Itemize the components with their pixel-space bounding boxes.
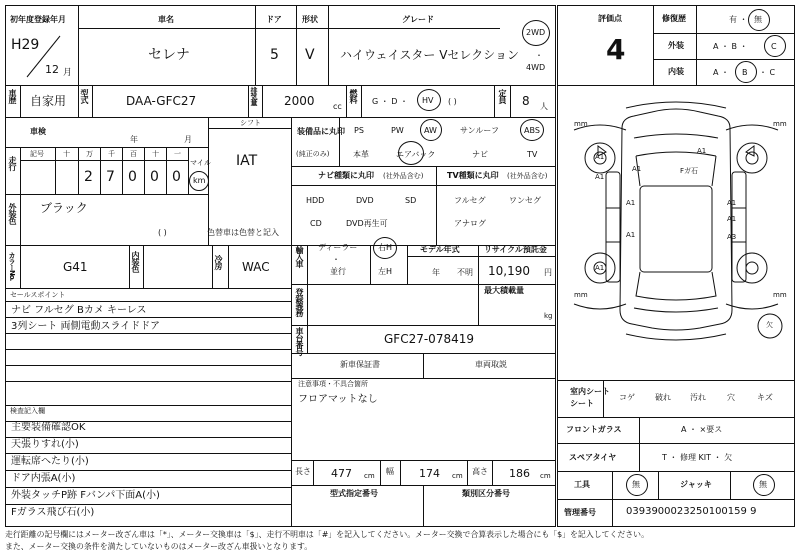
damage-mark: A3 (727, 233, 737, 241)
category-value: 自家用 (30, 94, 67, 108)
row-divider (5, 437, 291, 438)
mileage-label: 走行 (8, 156, 17, 170)
grade-label: グレード (402, 15, 434, 24)
manual-label[interactable]: 車両取説 (475, 360, 507, 369)
spare-tire-value[interactable]: T ・ 修理 KIT ・ 欠 (662, 453, 733, 462)
row-divider (653, 59, 795, 60)
col-divider (494, 85, 495, 117)
model-year-unit: 年 (432, 268, 440, 277)
warranty-label[interactable]: 新車保証書 (340, 360, 380, 369)
col-divider (423, 485, 424, 527)
col-divider (407, 245, 408, 284)
windshield-value[interactable]: A ・ ×要ス (681, 425, 723, 434)
door-label: ドア (266, 15, 282, 24)
unit-ichi: 一 (174, 150, 181, 158)
col-divider (228, 245, 229, 288)
col-divider (510, 85, 511, 117)
nav-dvd[interactable]: DVD (356, 196, 374, 205)
col-divider (400, 460, 401, 485)
recycle-value: 10,190 (488, 264, 530, 278)
unit-man: 万 (86, 150, 93, 158)
grade-value: ハイウェイスター Vセレクション (340, 48, 519, 62)
row-divider (5, 504, 291, 505)
col-divider (291, 460, 292, 527)
seat-hole[interactable]: 穴 (727, 393, 735, 402)
score-label: 評価点 (598, 14, 622, 23)
inspector-line: 運転席へたり(小) (11, 456, 89, 467)
color-no-label: カラーNo. (8, 252, 16, 281)
month-unit: 月 (63, 68, 73, 78)
ac-value: WAC (242, 260, 270, 274)
length-value: 477 (331, 467, 352, 480)
nav-sd[interactable]: SD (405, 196, 417, 205)
col-divider (307, 284, 308, 353)
col-divider (639, 443, 640, 471)
equip-leather[interactable]: 本革 (353, 150, 369, 159)
registration-label: 登録義務 (295, 288, 304, 316)
nav-dvd-play[interactable]: DVD再生可 (346, 219, 388, 228)
col-divider (639, 417, 640, 443)
model-year-unknown: 不明 (457, 268, 473, 277)
jack-value[interactable]: 無 (759, 480, 767, 489)
first-registration-month: 12 (45, 63, 59, 76)
tools-label: 工具 (574, 480, 590, 489)
col-divider (696, 5, 697, 85)
capacity-label: 定員 (498, 89, 507, 103)
col-divider (730, 471, 731, 499)
col-divider (143, 245, 144, 288)
capacity-value: 8 (522, 94, 530, 108)
notes-label: 注意事項・不具合箇所 (298, 380, 368, 388)
drive-dot: ・ (535, 51, 543, 60)
tv-analog[interactable]: アナログ (454, 219, 486, 228)
tv-type-sub: (社外品含む) (507, 172, 548, 180)
col-divider (361, 85, 362, 117)
inspection-label: 車検 (30, 127, 46, 136)
import-right-hand[interactable]: 右H (378, 243, 393, 252)
damage-mark: A1 (626, 199, 636, 207)
row-divider (557, 499, 795, 500)
notes-value: フロアマットなし (298, 394, 378, 405)
damage-mark: A1 (727, 215, 737, 223)
mileage-digit: 0 (150, 169, 159, 185)
equip-pw[interactable]: PW (391, 126, 404, 135)
row-divider (20, 160, 188, 161)
inspector-line: 天張りすれ(小) (11, 439, 79, 450)
score-value: 4 (606, 33, 626, 66)
damage-mark: A1 (595, 153, 605, 161)
equipment-sub: (純正のみ) (296, 150, 330, 158)
row-divider (5, 365, 291, 366)
row-divider (291, 185, 556, 186)
equipment-label: 装備品に丸印 (297, 127, 345, 136)
chassis-value: GFC27-078419 (384, 332, 474, 346)
type-designation-label: 型式指定番号 (330, 489, 378, 498)
col-divider (92, 85, 93, 117)
inspector-line: 外装タッチP跡 Fバンパ下面A(小) (11, 490, 160, 501)
spare-tire-label: スペアタイヤ (569, 453, 617, 462)
repair-no[interactable]: 無 (754, 15, 762, 24)
col-divider (20, 85, 21, 117)
col-divider (339, 117, 340, 166)
col-divider (658, 471, 659, 499)
col-divider (307, 245, 308, 284)
row-divider (5, 405, 291, 406)
unit-ten-man: 十 (63, 150, 70, 158)
col-divider (78, 147, 79, 194)
repair-label: 修復歴 (662, 14, 686, 23)
import-label: 輸入車 (295, 246, 304, 267)
cc-unit: cc (333, 102, 342, 111)
damage-mark: 欠 (766, 321, 773, 329)
mileage-digit: 2 (84, 169, 93, 185)
interior-a[interactable]: A ・ (713, 68, 730, 77)
equip-abs[interactable]: ABS (524, 126, 540, 135)
ac-label: 冷房 (214, 255, 223, 269)
col-divider (55, 147, 56, 194)
footer-note: また、メーター交換の条件を満たしていないものはメーター改ざん車扱いとなります。 (5, 542, 313, 551)
seat-scratch[interactable]: キズ (757, 393, 773, 402)
length-unit: cm (364, 472, 375, 480)
equip-sunroof[interactable]: サンルーフ (460, 126, 499, 135)
tv-fullseg[interactable]: フルセグ (454, 196, 486, 205)
first-registration-year: H29 (11, 37, 40, 53)
row-divider (557, 471, 795, 472)
first-registration-label: 初年度登録年月 (10, 15, 66, 24)
col-divider (313, 460, 314, 485)
col-divider (20, 245, 21, 288)
capacity-unit: 人 (540, 102, 548, 111)
row-divider (5, 349, 291, 350)
equip-airbag[interactable]: エアバック (396, 150, 436, 159)
fuel-other: ( ) (448, 97, 457, 106)
width-label: 幅 (386, 467, 394, 476)
row-divider (557, 417, 795, 418)
windshield-label: フロントガラス (566, 425, 622, 434)
row-divider (5, 381, 291, 382)
inspector-label: 検査記入欄 (10, 407, 45, 415)
car-name-label: 車名 (158, 15, 174, 24)
col-divider (212, 245, 213, 288)
col-divider (380, 460, 381, 485)
import-dealer[interactable]: ディーラー (318, 243, 358, 252)
sales-point-line: 3列シート 両側電動スライドドア (11, 321, 160, 332)
exterior-ab[interactable]: A ・ B ・ (713, 42, 748, 51)
color-label: 外装色 (8, 203, 17, 224)
row-divider (5, 333, 291, 334)
inspector-line: Fガラス飛び石(小) (11, 507, 95, 518)
col-divider (188, 147, 189, 194)
damage-mark: A1 (727, 199, 737, 207)
exterior-c[interactable]: C (771, 42, 777, 51)
height-value: 186 (509, 467, 530, 480)
management-no-value: 0393900023250100159 9 (626, 506, 757, 517)
col-divider (296, 5, 297, 85)
model-year-label: モデル年式 (420, 245, 460, 254)
col-divider (467, 460, 468, 485)
col-divider (346, 85, 347, 117)
row-divider (5, 245, 291, 246)
width-value: 174 (419, 467, 440, 480)
row-divider (5, 117, 556, 118)
row-divider (407, 256, 556, 257)
max-load-kg: kg (544, 312, 553, 320)
mm-mark: mm (773, 120, 787, 128)
displacement-value: 2000 (284, 94, 315, 108)
length-label: 長さ (295, 467, 311, 476)
color-note: 色替車は色替と記入 (207, 228, 279, 237)
row-divider (5, 470, 291, 471)
row-divider (291, 378, 556, 379)
import-left-hand[interactable]: 左H (378, 267, 393, 276)
row-divider (208, 128, 291, 129)
tv-oneseg[interactable]: ワンセグ (509, 196, 541, 205)
nav-type-label: ナビ種類に丸印 (318, 171, 374, 180)
damage-mark: A1 (595, 264, 605, 272)
interior-color-label: 内装色 (131, 251, 140, 272)
col-divider (478, 245, 479, 284)
nav-hdd[interactable]: HDD (306, 196, 325, 205)
sales-points-label: セールスポイント (10, 291, 66, 299)
col-divider (291, 380, 292, 460)
col-divider (262, 85, 263, 117)
model-value: DAA-GFC27 (126, 94, 197, 108)
row-divider (5, 487, 291, 488)
tv-type-label: TV種類に丸印 (447, 171, 499, 180)
interior-b[interactable]: B (742, 68, 748, 77)
col-divider (423, 353, 424, 378)
nav-type-sub: (社外品含む) (383, 172, 424, 180)
row-divider (557, 85, 795, 86)
row-divider (5, 453, 291, 454)
chassis-label: 車台番号 (295, 327, 304, 355)
color-paren: ( ) (158, 228, 167, 237)
col-divider (78, 5, 79, 85)
equip-aw[interactable]: AW (424, 126, 437, 135)
car-damage-diagram (560, 90, 792, 380)
fuel-hv: HV (422, 96, 434, 105)
mm-mark: mm (574, 291, 588, 299)
damage-mark: A1 (626, 231, 636, 239)
height-label: 高さ (472, 467, 488, 476)
mm-mark: mm (574, 120, 588, 128)
classification-label: 類別区分番号 (462, 489, 510, 498)
col-divider (129, 245, 130, 288)
interior-seat-label-2: シート (570, 399, 594, 408)
damage-mark: A1 (595, 173, 605, 181)
seat-tear[interactable]: 破れ (655, 393, 671, 402)
inspection-month-unit: 月 (184, 135, 192, 144)
col-divider (291, 117, 292, 245)
nav-cd[interactable]: CD (310, 219, 322, 228)
shift-value: IAT (236, 153, 258, 169)
row-divider (291, 284, 556, 285)
mileage-digit: 7 (106, 169, 115, 185)
col-divider (122, 147, 123, 194)
damage-mark: A1 (632, 165, 642, 173)
interior-label: 内装 (668, 67, 684, 76)
damage-mark: Fガ石 (680, 167, 699, 175)
shape-value: V (305, 47, 315, 63)
col-divider (612, 471, 613, 499)
seat-dirt[interactable]: 汚れ (690, 393, 706, 402)
interior-c[interactable]: ・ C (759, 68, 776, 77)
management-no-label: 管理番号 (564, 508, 596, 517)
tools-value[interactable]: 無 (632, 480, 640, 489)
row-divider (5, 85, 556, 86)
seat-burn[interactable]: コゲ (619, 393, 635, 402)
exterior-label: 外装 (668, 41, 684, 50)
row-divider (557, 380, 795, 381)
equip-tv[interactable]: TV (527, 150, 538, 159)
mileage-digit: 0 (172, 169, 181, 185)
col-divider (100, 147, 101, 194)
width-unit: cm (452, 472, 463, 480)
col-divider (612, 499, 613, 527)
unit-sen: 千 (108, 150, 115, 158)
mileage-note-label: 記号 (30, 150, 44, 158)
row-divider (5, 194, 208, 195)
jack-label: ジャッキ (680, 480, 712, 489)
footer-note: 走行距離の記号欄にはメーター改ざん車は「*」、メーター交換車は「$」、走行不明車は「#」を記入してください。メーター交換で合算表示した場合にも「$」を記入してください。 (5, 530, 649, 539)
col-divider (492, 460, 493, 485)
row-divider (5, 301, 291, 302)
row-divider (291, 460, 556, 461)
color-value: ブラック (40, 201, 88, 215)
equip-navi[interactable]: ナビ (472, 150, 488, 159)
col-divider (370, 245, 371, 284)
model-label: 型式 (80, 89, 89, 103)
color-no-value: G41 (63, 260, 88, 274)
sheet-frame (5, 5, 556, 527)
col-divider (20, 194, 21, 245)
unit-hyaku: 百 (130, 150, 137, 158)
row-divider (557, 443, 795, 444)
shift-label: シフト (240, 119, 261, 127)
km-unit: km (193, 176, 206, 185)
recycle-yen: 円 (544, 268, 552, 277)
car-name: セレナ (148, 47, 190, 63)
fuel-options: G ・ D ・ (372, 97, 408, 106)
col-divider (436, 166, 437, 245)
col-divider (248, 85, 249, 117)
row-divider (5, 288, 291, 289)
fuel-label: 燃料 (349, 89, 358, 103)
row-divider (78, 28, 500, 29)
col-divider (255, 5, 256, 85)
damage-mark: A1 (697, 147, 707, 155)
col-divider (653, 5, 654, 85)
row-divider (291, 325, 556, 326)
col-divider (603, 380, 604, 417)
sales-point-line: ナビ フルセグ Bカメ キーレス (11, 305, 147, 316)
col-divider (328, 5, 329, 85)
col-divider (78, 85, 79, 117)
col-divider (166, 147, 167, 194)
col-divider (291, 245, 292, 380)
import-parallel[interactable]: 並行 (330, 267, 346, 276)
unit-juu: 十 (152, 150, 159, 158)
equip-ps[interactable]: PS (354, 126, 364, 135)
interior-seat-label: 室内シート (570, 387, 610, 396)
repair-yes[interactable]: 有 ・ (729, 15, 748, 24)
inspection-year-unit: 年 (130, 135, 138, 144)
inspector-line: 主要装備確認OK (11, 422, 86, 433)
mm-mark: mm (773, 291, 787, 299)
row-divider (5, 317, 291, 318)
height-unit: cm (540, 472, 551, 480)
max-load-label: 最大積載量 (484, 286, 524, 295)
row-divider (5, 147, 208, 148)
drive-2wd: 2WD (526, 28, 546, 37)
col-divider (478, 284, 479, 325)
recycle-label: リサイクル預託金 (484, 245, 547, 254)
import-dot: ・ (332, 255, 340, 264)
door-count: 5 (270, 47, 279, 63)
mile-label: マイル (190, 159, 211, 167)
col-divider (144, 147, 145, 194)
drive-4wd: 4WD (526, 63, 546, 72)
shape-label: 形状 (302, 15, 318, 24)
row-divider (653, 33, 795, 34)
inspector-line: ドア内張A(小) (11, 473, 76, 484)
mileage-digit: 0 (128, 169, 137, 185)
displacement-label: 排気量 (250, 87, 258, 105)
category-label: 車歴 (8, 89, 17, 103)
row-divider (291, 166, 556, 167)
col-divider (20, 147, 21, 194)
